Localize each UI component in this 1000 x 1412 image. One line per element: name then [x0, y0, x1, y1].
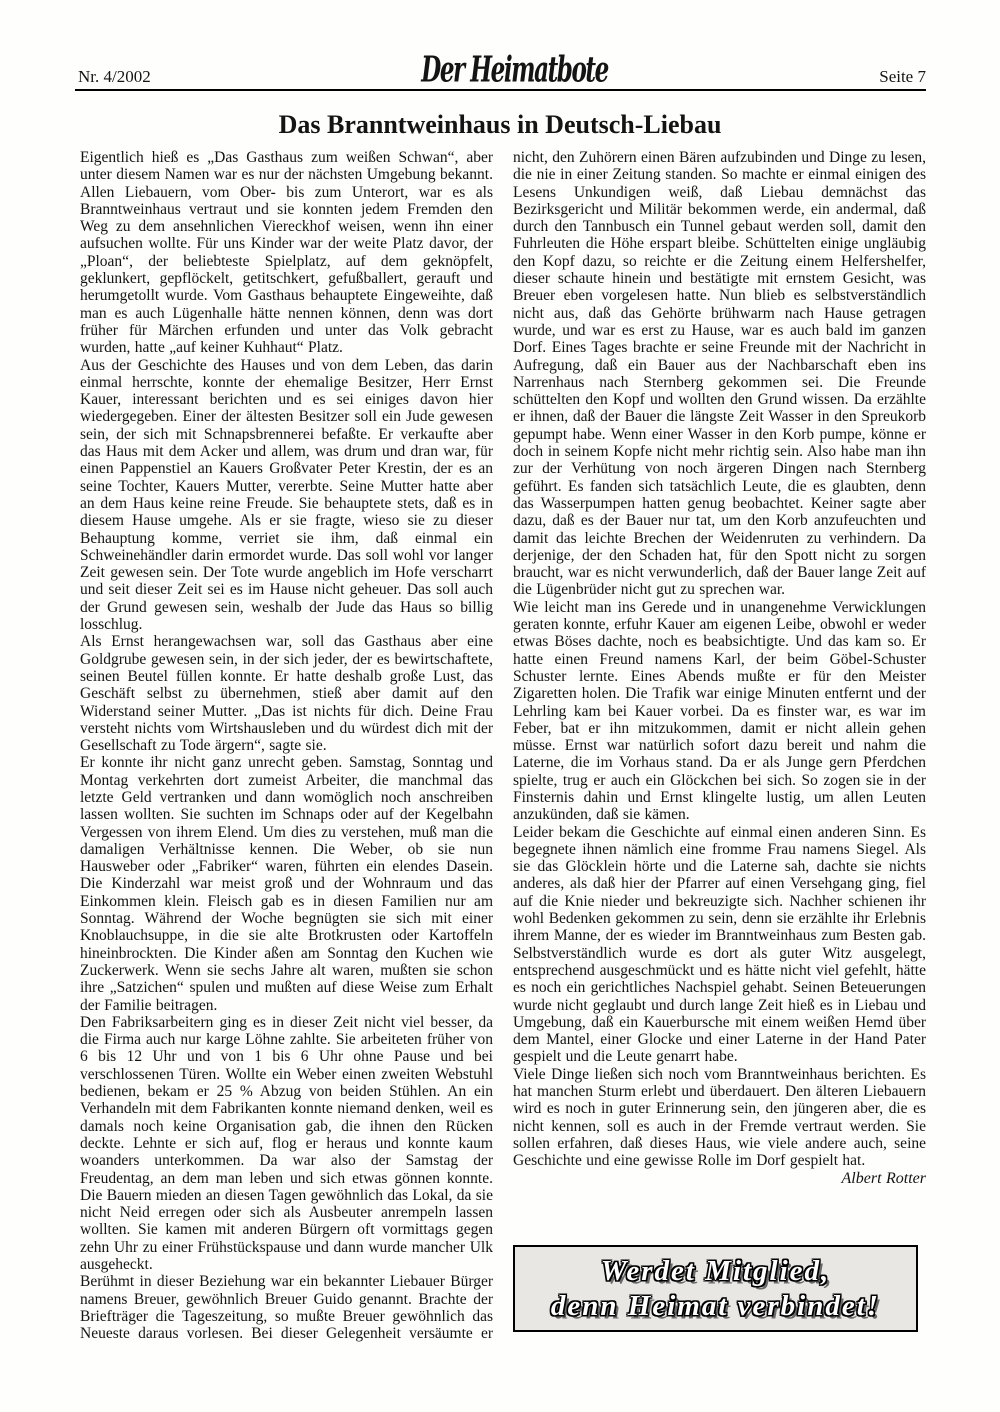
article-paragraph: nicht, den Zuhörern einen Bären aufzubinden und Dinge zu lesen, die nie in einer Zeitung standen. So machte er einmal einigen des Lesens Unkundigen weiß, daß Liebau demnächst das Bezirksgericht und Militär bekommen werde, ein andermal, daß durch den Tannbusch ein Tunnel gebaut werden soll, damit den Fuhrleuten die Höhe erspart bleibe. Schüttelten einige ungläubig den Kopf dazu, so reichte er die Zeitung einem Helfershelfer, dieser schaute hinein und bestätigte mit ernstem Gesicht, was Breuer eben vorgelesen hatte. Nun blieb es selbstverständlich nicht aus, daß das Gehörte brühwarm nach Hause getragen wurde, und war es erst zu Hause, war es auch bald im ganzen Dorf. Eines Tages brachte er seine Freunde mit der Nachricht in Aufregung, daß ein Bauer aus der Nachbarschaft eben ins Narrenhaus nach Sternberg gekommen sei. Die Freunde schüttelten den Kopf und wollten den Grund wissen. Da erzählte er ihnen, daß der Bauer die längste Zeit Wasser in den Spreukorb gepumpt habe. Wenn einer Wasser in den Korb pumpe, könne er doch in seinem Kopfe nicht mehr richtig sein. Also habe man ihn zur der Verhütung von noch ärgeren Dingen nach Sternberg geführt. Es fanden sich tatsächlich Leute, die es glaubten, denn das Wasserpumpen hatten genug beobachtet. Keiner sagte aber dazu, daß es der Bauer nur tat, um den Korb anzufeuchten und damit das leichte Brechen der Weidenruten zu verhindern. Da derjenige, der den Schaden hat, für den Spott nicht zu sorgen braucht, war es nicht verwunderlich, daß der Bauer lange Zeit auf die Lügenbrüder nicht gut zu sprechen war.: [513, 149, 926, 599]
page-number: Seite 7: [879, 67, 926, 86]
left-column: [80, 149, 493, 1342]
right-column: [513, 149, 926, 1342]
article-paragraph: Den Fabriksarbeitern ging es in dieser Zeit nicht viel besser, da die Firma auch nur karge Löhne zahlte. Sie arbeiteten früher von 6 bis 12 Uhr und von 1 bis 6 Uhr ohne Pause und bei verschlossenen Türen. Wollte ein Weber einen zweiten Webstuhl bedienen, bekam er 25 % Abzug von beiden Stühlen. An ein Verhandeln mit dem Fabrikanten konnte niemand denken, weil es damals noch keine Organisation gab, die ihnen den Rücken deckte. Lehnte er sich auf, flog er heraus und konnte kaum woanders unterkommen. Da war also der Samstag der Freudentag, an dem man leben und sich etwas gönnen konnte. Die Bauern mieden an diesen Tagen gewöhnlich das Lokal, da sie nicht Neid erregen oder sich als Ausbeuter anrempeln lassen wollten. Sie kamen mit anderen Bürgern oft vormittags gegen zehn Uhr zu einer Frühstückspause und dann wurde mancher Ulk ausgeheckt.: [80, 1013, 493, 1273]
article-paragraph: Leider bekam die Geschichte auf einmal einen anderen Sinn. Es begegnete ihnen nämlich eine fromme Frau namens Siegel. Als sie das Glöcklein hörte und die Laterne sah, dachte sie nichts anderes, als daß hier der Pfarrer auf einen Versehgang ging, fiel auf die Knie nieder und bekreuzigte sich. Nachher schienen ihr wohl Bedenken gekommen zu sein, denn sie erzählte ihr Erlebnis ihrem Manne, der es wieder im Branntweinhaus zum Besten gab. Selbstverständlich wurde es dort als guter Witz ausgelegt, entsprechend ausgeschmückt und es hätte nicht viel gefehlt, hätte es noch ein gerichtliches Nachspiel gehabt. Seinen Beteuerungen wurde nicht geglaubt und durch lange Zeit hieß es in Liebau und Umgebung, daß ein Kauerbursche mit einem weißen Hemd über dem Mantel, einer Glocke und einer Laterne in der Hand Pater gespielt und die Leute genarrt habe.: [513, 823, 926, 1066]
masthead-logo: Der Heimatbote: [421, 48, 609, 91]
article-paragraph: Berühmt in dieser Beziehung war ein bekannter Liebauer Bürger namens Breuer, gewöhnlich Breuer Guido genannt. Brachte der Briefträger die Tageszeitung, so mußte Breuer gewöhnlich das Neueste daraus vorlesen. Bei dieser Gelegenheit versäumte er: [80, 1273, 493, 1343]
article-paragraph: Aus der Geschichte des Hauses und von dem Leben, das darin einmal herrschte, konnte der ehemalige Besitzer, Herr Ernst Kauer, interessant berichten und es sei einiges davon hier wiedergegeben. Einer der ältesten Besitzer soll ein Jude gewesen sein, der sich mit Schnapsbrennerei befaßte. Er verkaufte aber das Haus mit dem Acker und allem, was drum und dran war, für einen Pappenstiel an Kauers Großvater Peter Krestin, der es an seine Tochter, Kauers Mutter, vererbte. Seine Mutter hatte aber an dem Haus keine reine Freude. Sie behauptete stets, daß es in diesem Hause umgehe. Als er sie fragte, wieso sie zu dieser Behauptung komme, verriet sie ihm, daß einmal ein Schweinehändler darin ermordet wurde. Das soll wohl vor langer Zeit gewesen sein. Der Tote wurde angeblich im Hofe verscharrt und seit dieser Zeit sei es im Hause nicht geheuer. Das soll auch der Grund gewesen sein, weshalb der Jude das Haus so billig losschlug.: [80, 356, 493, 634]
article-body: [80, 149, 926, 1342]
author-signature: Albert Rotter: [841, 1169, 926, 1187]
membership-advert-line2: denn Heimat verbindet!: [550, 1289, 881, 1322]
article-paragraph: Wie leicht man ins Gerede und in unangenehme Verwicklungen geraten konnte, erfuhr Kauer am eigenen Leibe, obwohl er weder etwas Böses dachte, noch es beabsichtigte. Und das kam so. Er hatte einen Freund namens Karl, der beim Göbel-Schuster Schuster lernte. Eines Abends mußte er für den Meister Zigaretten holen. Die Trafik war einige Minuten entfernt und der Lehrling kam bei Kauer vorbei. Da es finster war, es war im Feber, bat er ihn mitzukommen, damit er nicht allein gehen müsse. Ernst war natürlich sofort dazu bereit und nahm die Laterne, die im Vorhaus stand. Da er als Junge gern Pferdchen spielte, trug er auch ein Glöckchen bei sich. So zogen sie in der Finsternis dahin und Ernst klingelte lustig, um allen Leuten anzukünden, daß sie kämen.: [513, 598, 926, 824]
article-paragraph: Er konnte ihr nicht ganz unrecht geben. Samstag, Sonntag und Montag verkehrten dort zumeist Arbeiter, die manchmal das letzte Geld vertranken und dann womöglich noch anschreiben lassen wollten. Sie suchten im Schnaps oder auf der Kegelbahn Vergessen von ihrem Elend. Um dies zu verstehen, muß man die damaligen Verhältnisse kennen. Die Weber, ob sie nun Hausweber oder „Fabriker“ waren, führten ein elendes Dasein. Die Kinderzahl war meist groß und der Wohnraum und das Einkommen klein. Fleisch gab es in diesen Familien nur am Sonntag. Während der Woche begnügten sie sich mit einer Knoblauchsuppe, in die sie alte Brotkrusten oder Kartoffeln hineinbrockten. Die Kinder aßen am Sonntag den Kuchen wie Zuckerwerk. Wenn sie sechs Jahre alt waren, mußten sie schon ihre „Satzichen“ spulen und mußten auf diese Weise zum Erhalt der Familie beitragen.: [80, 754, 493, 1014]
page-header: [78, 48, 926, 91]
issue-number: Nr. 4/2002: [78, 67, 151, 86]
header-divider: [75, 89, 926, 91]
article-paragraph: Eigentlich hieß es „Das Gasthaus zum weißen Schwan“, aber unter diesem Namen war es nur der nächsten Umgebung bekannt. Allen Liebauern, vom Ober- bis zum Unterort, war es als Branntweinhaus vertraut und sie konnten jedem Fremden den Weg zu dem ansehnlichen Viereckhof weisen, wenn ihn einer aufsuchen wollte. Für uns Kinder war der weite Platz davor, der „Ploan“, der beliebteste Spielplatz, auf dem geknöpfelt, geklunkert, gepflöckelt, getitschkert, gefußballert, gerauft und herumgetollt wurde. Vom Gasthaus behauptete Eingeweihte, daß man es auch Lügenhalle hätte nennen können, denn was dort früher für Märchen erfunden und unter das Volk gebracht wurden, hatte „auf keiner Kuhhaut“ Platz.: [80, 149, 493, 357]
membership-advert-line1: Werdet Mitglied,: [600, 1254, 831, 1287]
article-title: Das Branntweinhaus in Deutsch-Liebau: [278, 110, 722, 139]
article-paragraph: Viele Dinge ließen sich noch vom Branntweinhaus berichten. Es hat manchen Sturm erlebt und überdauert. Den älteren Liebauern wird es noch in guter Erinnerung sein, den jüngeren aber, die es nicht kennen, soll es auch in der Fremde vertraut werden. Sie sollen erfahren, daß dieses Haus, wie viele andere auch, seine Geschichte und eine gewisse Rolle im Dorf gespielt hat.: [513, 1065, 926, 1170]
membership-advert-box: [513, 1245, 918, 1332]
article-paragraph: Als Ernst herangewachsen war, soll das Gasthaus aber eine Goldgrube gewesen sein, in der sich jeder, der es bewirtschaftete, seinen Beutel füllen konnte. Er hatte deshalb große Lust, das Geschäft selbst zu übernehmen, stieß aber damit auf den Widerstand seiner Mutter. „Das ist nichts für dich. Deine Frau versteht nichts vom Wirtshausleben und du würdest dich mit der Gesellschaft zu Tode ärgern“, sagte sie.: [80, 633, 493, 755]
